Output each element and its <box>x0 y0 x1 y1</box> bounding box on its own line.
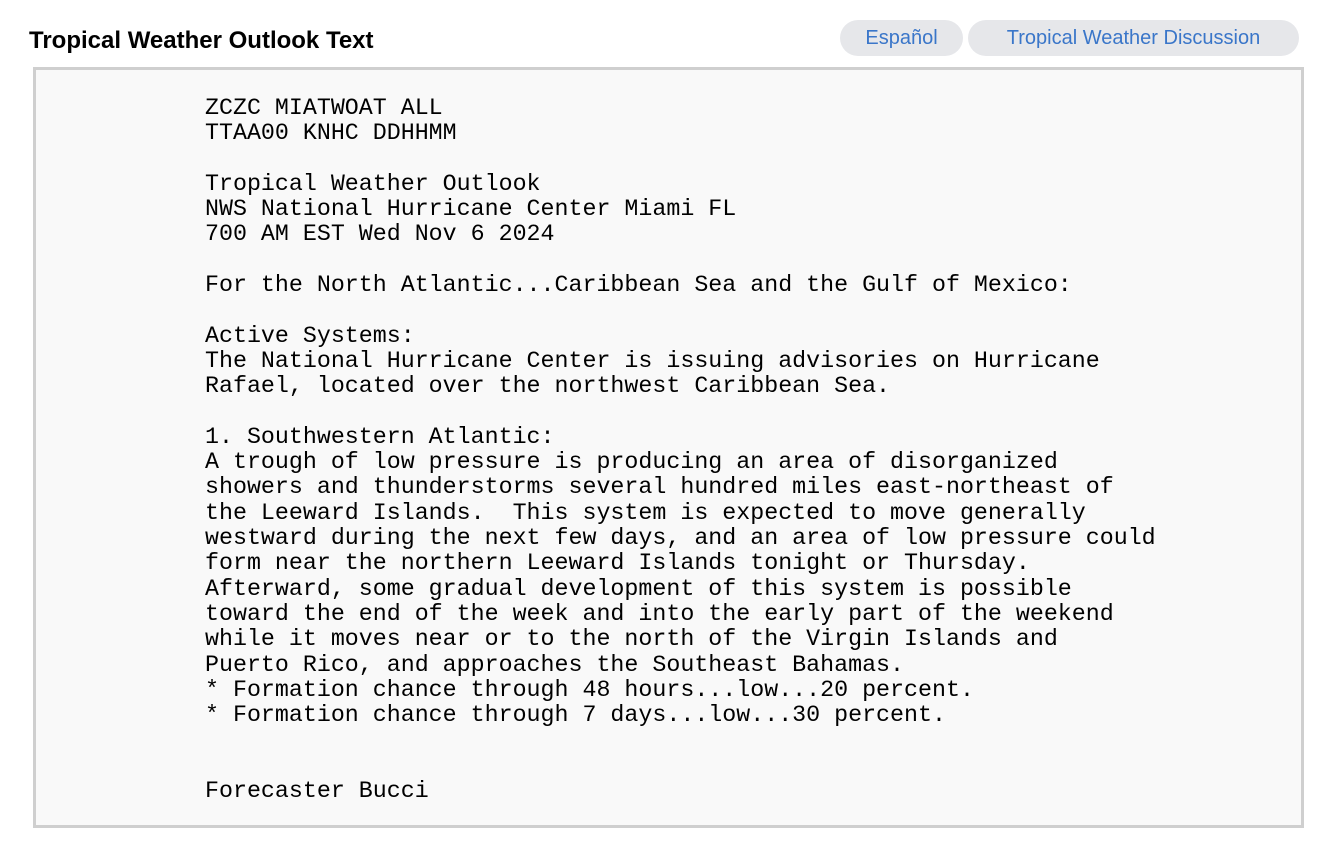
text-line <box>205 728 1156 753</box>
text-line: Puerto Rico, and approaches the Southeast Bahamas. <box>205 651 905 678</box>
text-line: The National Hurricane Center is issuing advisories on Hurricane <box>205 347 1100 374</box>
text-line <box>205 298 1156 323</box>
text-line <box>205 754 1156 779</box>
text-line: showers and thunderstorms several hundred miles east-northeast of <box>205 474 1114 501</box>
text-line: form near the northern Leeward Islands tonight or Thursday. <box>205 550 1030 577</box>
text-line: Forecaster Bucci <box>205 778 429 805</box>
text-line: while it moves near or to the north of the Virgin Islands and <box>205 626 1058 653</box>
text-line: the Leeward Islands. This system is expected to move generally <box>205 499 1086 526</box>
tropical-weather-discussion-link-button[interactable]: Tropical Weather Discussion <box>968 20 1299 56</box>
outlook-text-panel <box>33 67 1304 828</box>
text-line <box>205 248 1156 273</box>
text-line: * Formation chance through 48 hours...low...20 percent. <box>205 676 974 703</box>
text-line: ZCZC MIATWOAT ALL <box>205 95 443 121</box>
text-line: Tropical Weather Outlook <box>205 170 541 197</box>
text-line: For the North Atlantic...Caribbean Sea and the Gulf of Mexico: <box>205 272 1072 299</box>
text-line: Rafael, located over the northwest Caribbean Sea. <box>205 373 891 400</box>
text-line: Active Systems: <box>205 322 415 349</box>
outlook-product-text <box>205 96 1156 804</box>
espanol-link-button[interactable]: Español <box>840 20 963 56</box>
text-line: Afterward, some gradual development of this system is possible <box>205 575 1072 602</box>
text-line: NWS National Hurricane Center Miami FL <box>205 196 737 223</box>
text-line <box>205 147 1156 172</box>
text-line: TTAA00 KNHC DDHHMM <box>205 120 457 147</box>
text-line: * Formation chance through 7 days...low...30 percent. <box>205 702 946 729</box>
text-line: 1. Southwestern Atlantic: <box>205 423 555 450</box>
text-line <box>205 400 1156 425</box>
text-line: 700 AM EST Wed Nov 6 2024 <box>205 221 555 248</box>
text-line: toward the end of the week and into the early part of the weekend <box>205 600 1114 627</box>
page-title: Tropical Weather Outlook Text <box>29 27 374 54</box>
text-line: westward during the next few days, and an area of low pressure could <box>205 525 1156 552</box>
text-line: A trough of low pressure is producing an area of disorganized <box>205 449 1058 476</box>
